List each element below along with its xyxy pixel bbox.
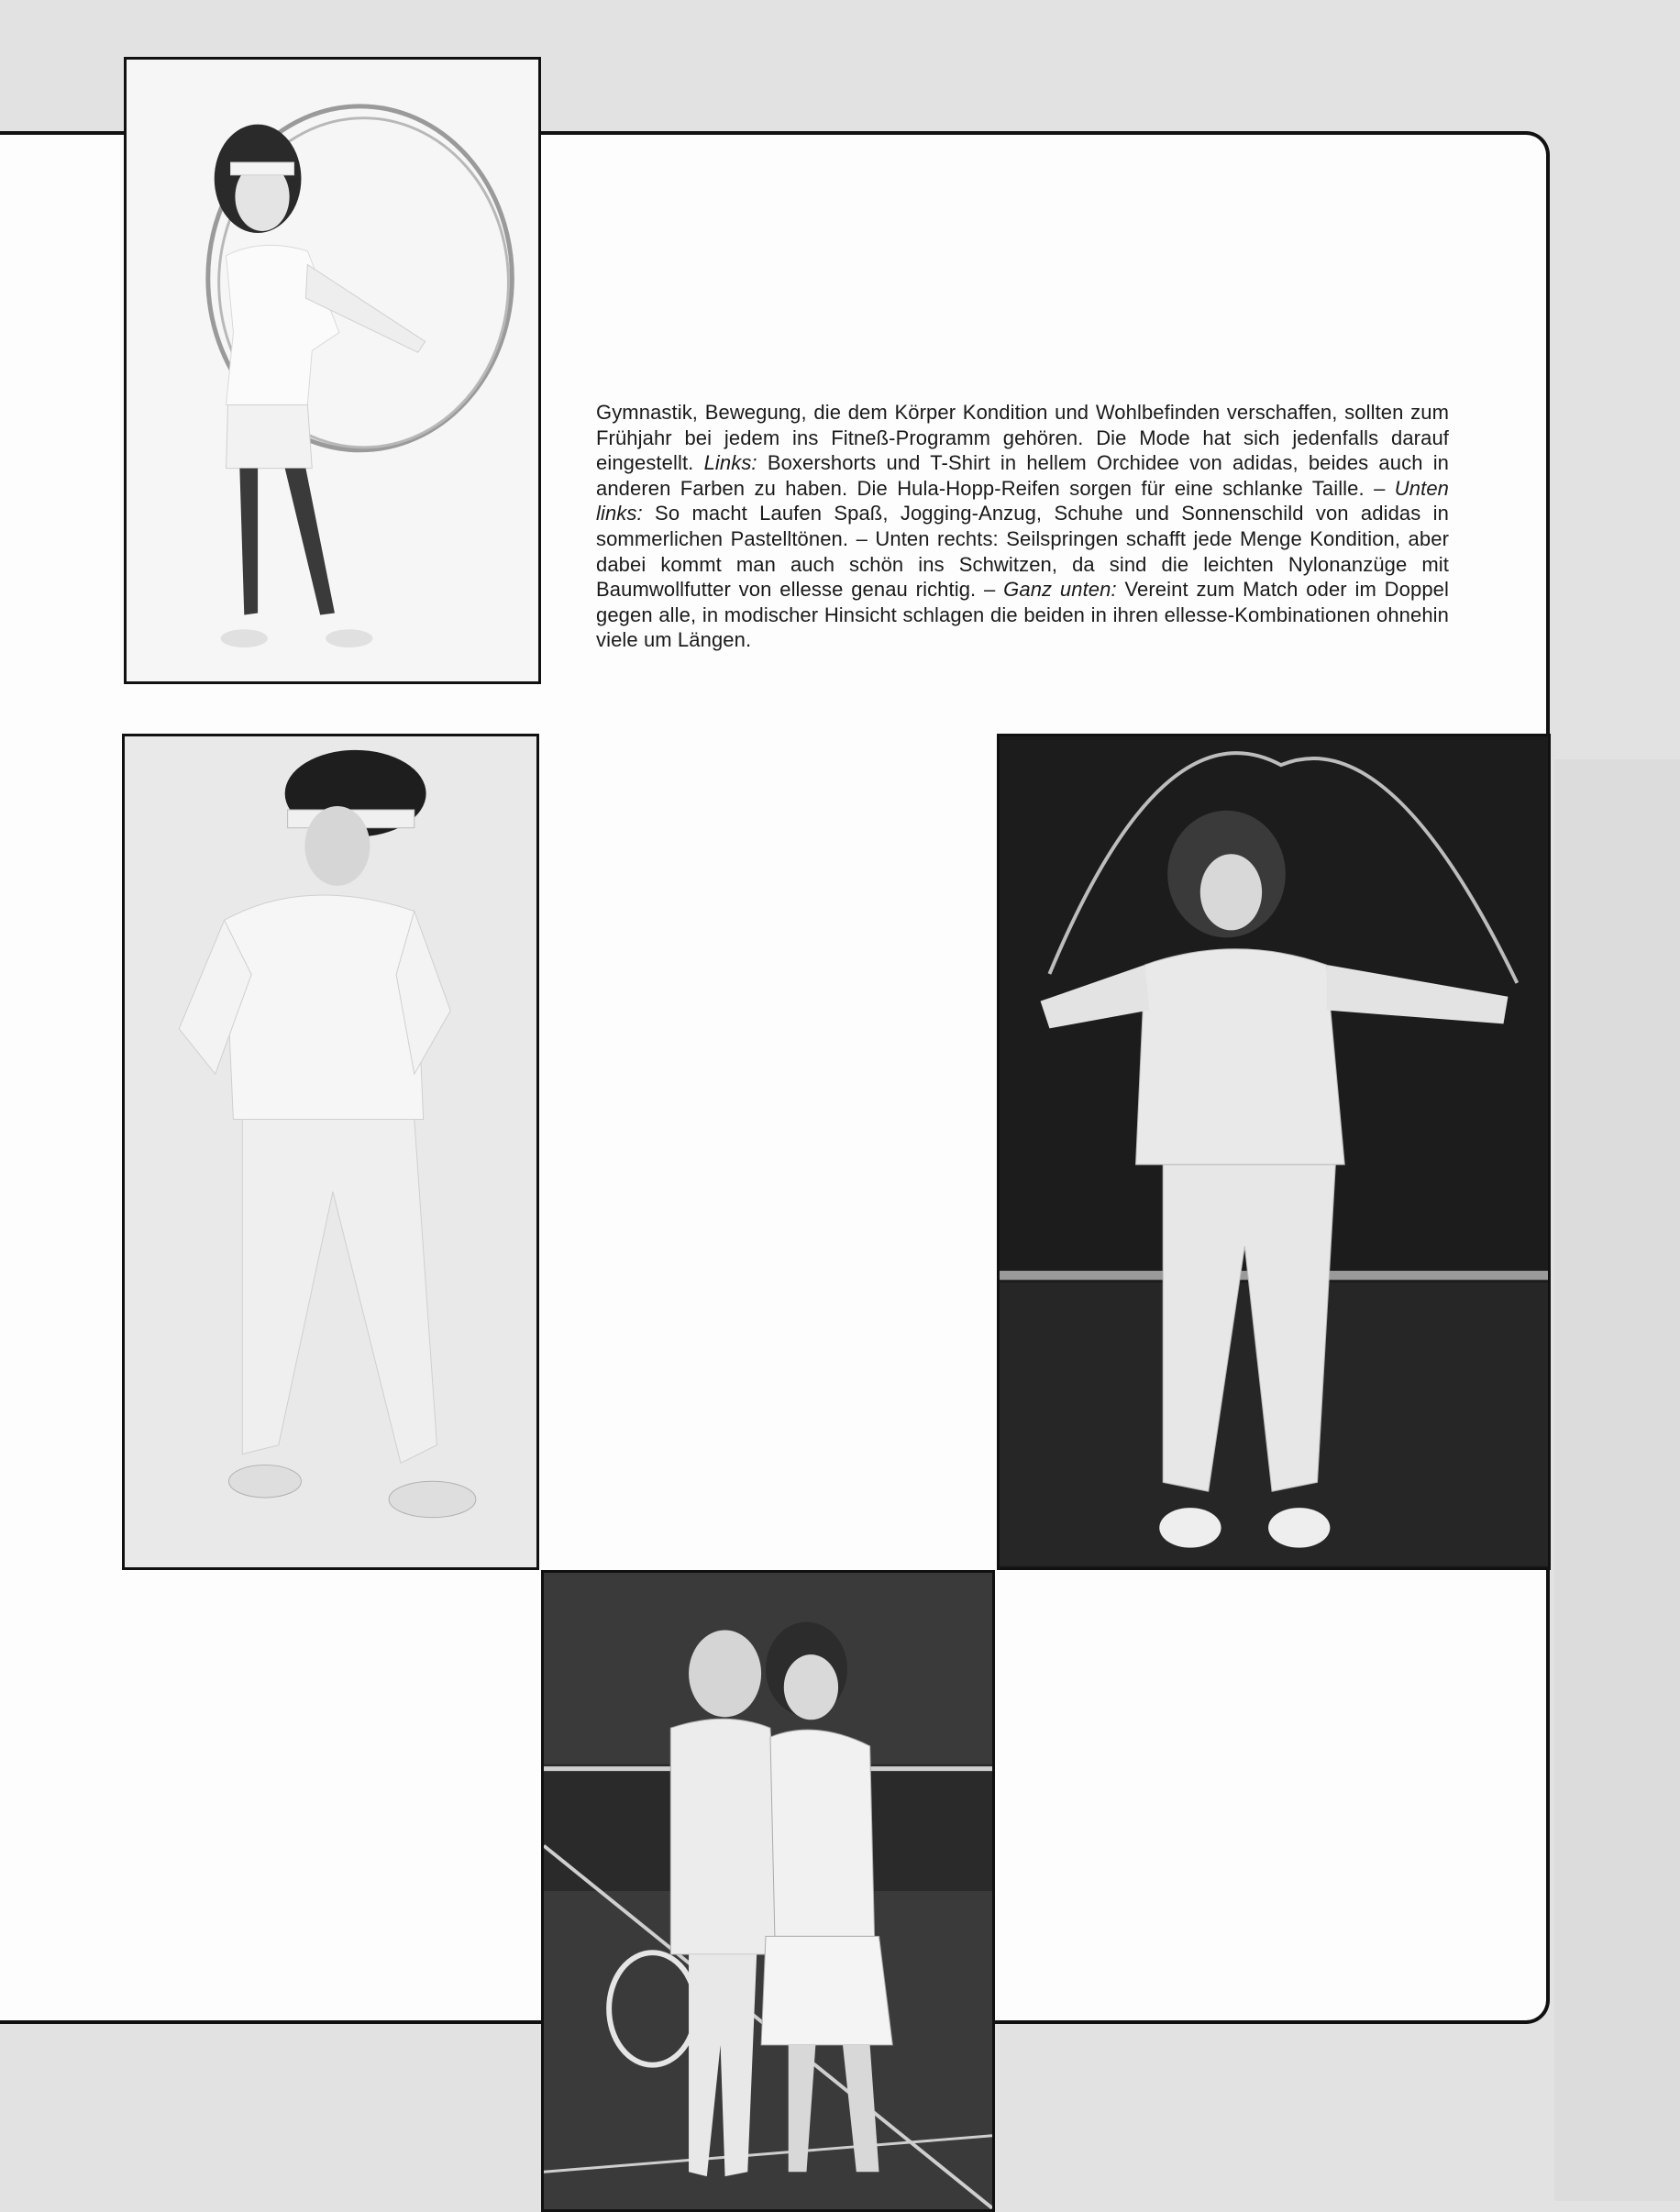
caption-label-unten-links: Unten links: [596, 476, 1450, 525]
photo-hula-hoop [124, 57, 541, 684]
caption-label-links: Links: [703, 451, 757, 475]
caption-label-ganz-unten: Ganz unten: [1003, 578, 1117, 602]
jogging-suit-illustration [125, 736, 536, 1567]
skipping-rope-illustration [1000, 736, 1548, 1567]
photo-skipping-rope [997, 734, 1551, 1570]
photo-tennis-couple [541, 1570, 995, 2212]
photo-jogging-suit [122, 734, 539, 1570]
caption-text-ganz-unten: Vereint zum Match oder im Doppel gegen alle, in modischer Hinsicht schlagen die beiden in ihren ellesse-Kombinationen ohnehin viele um Längen. [596, 578, 1449, 652]
page-edge-strip [1554, 759, 1680, 2201]
tennis-couple-illustration [544, 1573, 992, 2209]
caption-intro: Gymnastik, Bewegung, die dem Körper Kondition und Wohlbefinden verschaffen, sollten zum Frühjahr bei jedem ins Fitneß-Programm gehören. Die Mode hat sich jedenfalls darauf eingestellt. [596, 401, 1449, 475]
hula-hoop-illustration [127, 60, 538, 681]
caption-text-links: Boxershorts und T-Shirt in hellem Orchidee von adidas, beides auch in anderen Farben zu haben. Die Hula-Hopp-Reifen sorgen für eine schlanke Taille. – [596, 451, 1450, 500]
caption-text-unten-links: So macht Laufen Spaß, Jogging-Anzug, Schuhe und Sonnenschild von adidas in sommerlichen Pastelltönen. – Unten rechts: Seilspringen schafft jede Menge Kondition, aber dabei kommt man auch schön ins Schwitzen, da sind die leichten Nylonanzüge mit Baumwollfutter von ellesse genau richtig. – [596, 502, 1449, 602]
article-caption [596, 400, 1449, 653]
